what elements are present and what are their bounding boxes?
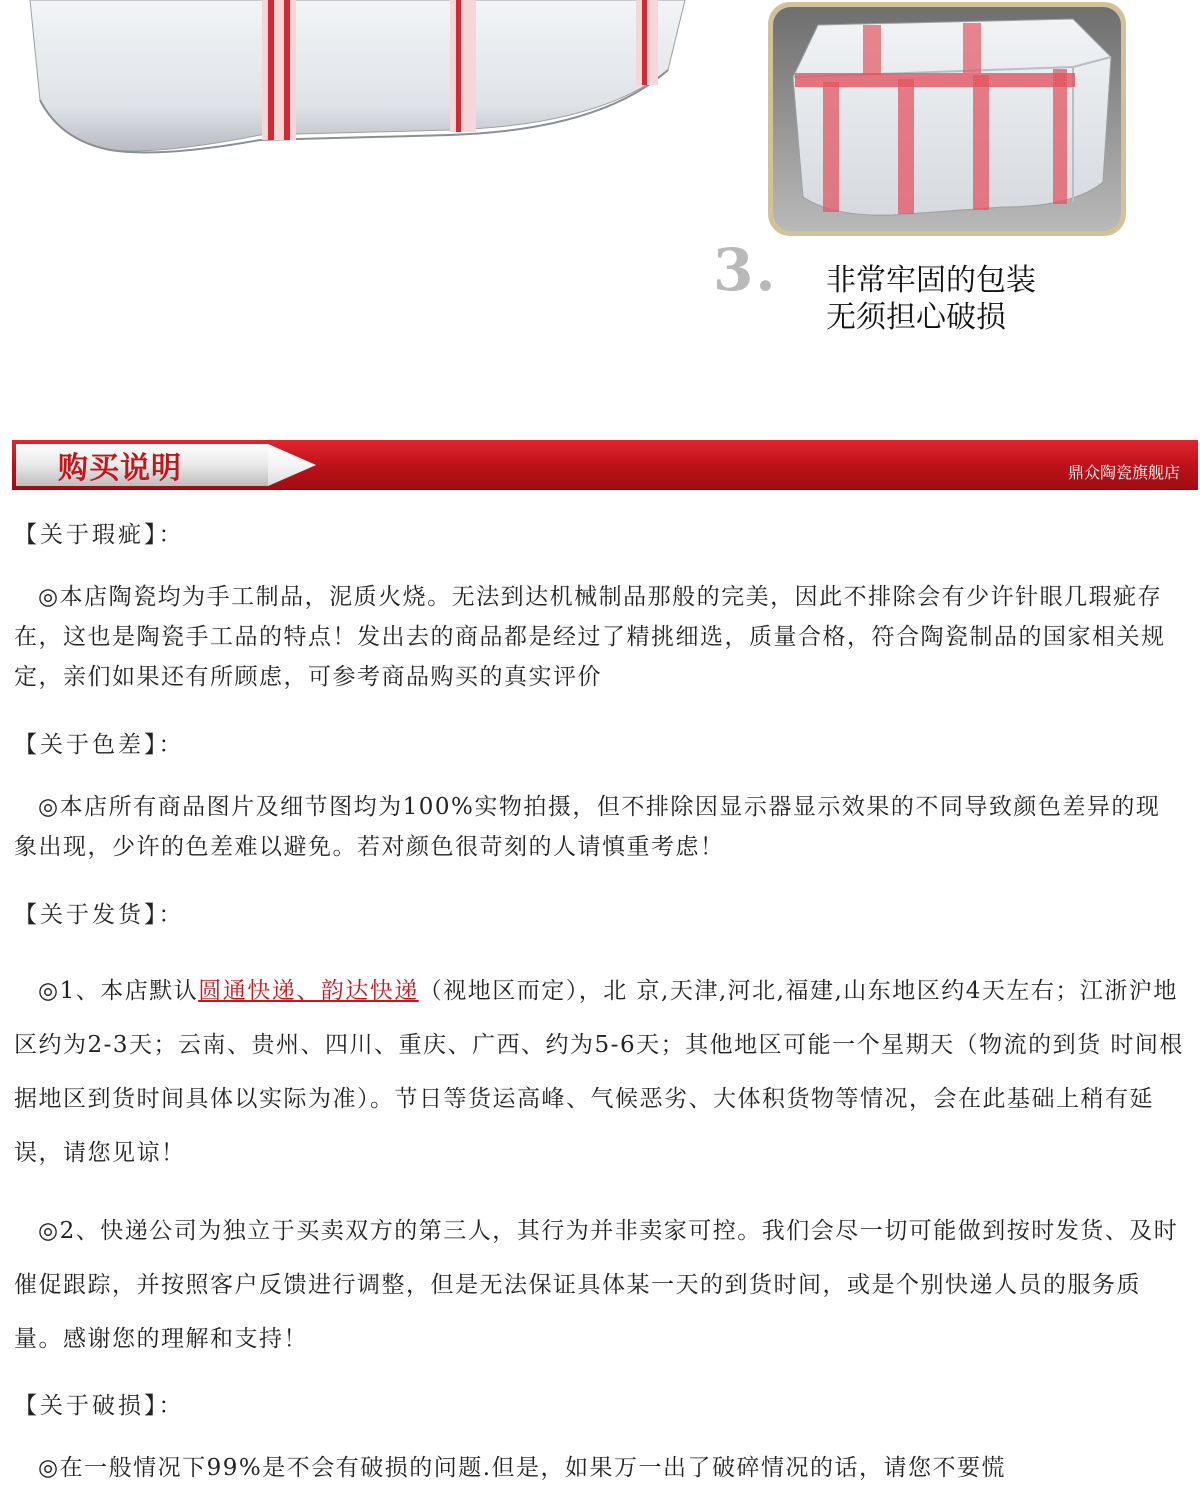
shipping-paragraph-1	[14, 964, 1184, 1180]
packaging-caption-line2: 无须担心破损	[826, 300, 1006, 335]
shop-name: 鼎众陶瓷旗舰店	[1067, 463, 1180, 482]
flaw-text: ◎本店陶瓷均为手工制品，泥质火烧。无法到达机械制品那般的完美，因此不排除会有少许针眼几瑕疵存在，这也是陶瓷手工品的特点！发出去的商品都是经过了精挑细选，质量合格，符合陶瓷制品的国家相关规定，亲们如果还有所顾虑，可参考商品购买的真实评价	[14, 584, 1166, 690]
step-number: 3.	[713, 236, 778, 304]
damage-heading: 【关于破损】：	[14, 1393, 185, 1419]
packaging-caption-line1: 非常牢固的包装	[826, 263, 1036, 298]
banner-title: 购买说明	[58, 451, 182, 486]
shipping-paragraph-2: ◎2、快递公司为独立于买卖双方的第三人，其行为并非卖家可控。我们会尽一切可能做到按时发货、及时催促跟踪，并按照客户反馈进行调整，但是无法保证具体某一天的到货时间，或是个别快递人员的服务质量。感谢您的理解和支持！	[14, 1218, 1179, 1352]
color-heading: 【关于色差】：	[14, 732, 185, 758]
damage-text: ◎在一般情况下99%是不会有破损的问题.但是，如果万一出了破碎情况的话，请您不要慌	[38, 1455, 1007, 1481]
shipping-p1-before: ◎1、本店默认	[38, 978, 199, 1004]
shipping-heading: 【关于发货】：	[14, 902, 185, 928]
courier-link[interactable]: 圆通快递、韵达快递	[198, 978, 419, 1004]
packaging-caption	[826, 262, 1036, 336]
packaging-photo-left	[0, 0, 700, 170]
color-text: ◎本店所有商品图片及细节图均为100%实物拍摄，但不排除因显示器显示效果的不同导致颜色差异的现象出现，少许的色差难以避免。若对颜色很苛刻的人请慎重考虑！	[14, 794, 1161, 860]
shipping-p1-after: （视地区而定），北 京,天津,河北,福建,山东地区约4天左右；江浙沪地区约为2-3天；云南、贵州、四川、重庆、广西、约为5-6天；其他地区可能一个星期天（物流的到货 时间根据地区到货时间具体以实际为准）。节日等货运高峰、气候恶劣、大体积货物等情况，会在此基础上稍有延误，请您见谅！	[14, 978, 1184, 1166]
purchase-notice-banner	[12, 440, 1198, 490]
packaging-photo-right	[768, 2, 1126, 236]
flaw-heading: 【关于瑕疵】：	[14, 522, 185, 548]
